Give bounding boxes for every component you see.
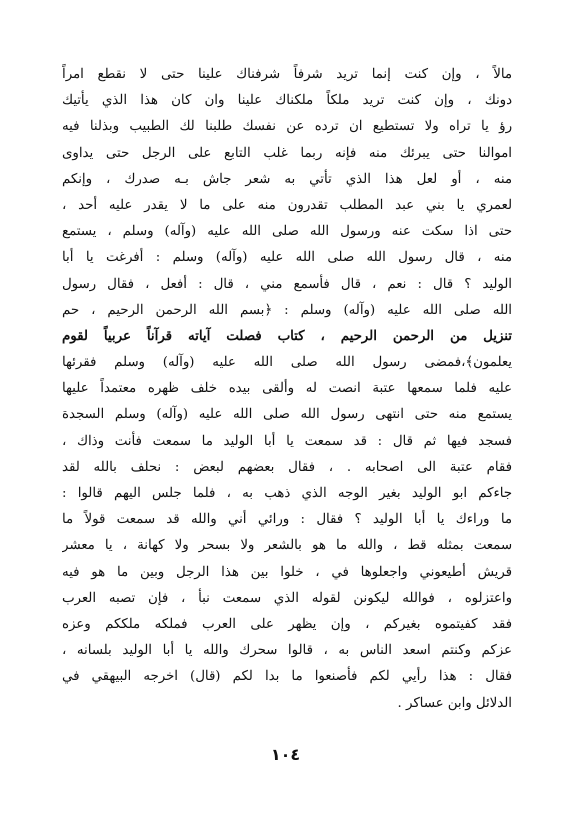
text-line: حتى اذا سكت عنه ورسول الله صلى الله عليه (وآله) وسلم ، يستمع: [62, 224, 512, 240]
text-line: عزكم وكنتم اسعد الناس به ، قالوا سحرك والله يا أبا الوليد بلسانه ،: [62, 643, 512, 659]
body-text: [62, 62, 512, 717]
text-line: يعلمون﴾،فمضى رسول الله صلى الله عليه (وآله) وسلم فقرئها: [62, 355, 512, 371]
text-line: الدلائل وابن عساكر .: [397, 695, 512, 711]
text-line: مالاً ، وإن كنت إنما تريد شرفاً شرفناك علينا حتى لا نقطع امراً: [62, 67, 512, 82]
text-line: جاءكم ابو الوليد بغير الوجه الذي ذهب به ، فلما جلس اليهم قالوا :: [62, 486, 512, 501]
text-line: منه ، قال رسول الله صلى الله عليه (وآله) وسلم : أفرغت يا أبا: [62, 250, 512, 266]
text-line: الوليد ؟ قال : نعم ، قال فأسمع مني ، قال : أفعل ، فقال رسول: [62, 276, 512, 292]
text-line: فقد كفيتموه بغيركم ، وإن يظهر على العرب فملكه ملككم وعزه: [62, 616, 512, 632]
text-line: اموالنا حتى يبرئك منه فإنه ربما غلب التابع على الرجل حتى يداوى: [62, 145, 512, 161]
text-line: فقال : هذا رأيي لكم فأصنعوا ما بدا لكم (قال) اخرجه البيهقي في: [62, 669, 512, 685]
text-line: سمعت بمثله قط ، والله ما هو بالشعر ولا بسحر ولا كهانة ، يا معشر: [62, 538, 512, 554]
text-line: قريش أطيعوني واجعلوها في ، خلوا بين هذا الرجل وبين ما هو فيه: [62, 564, 512, 580]
page-number: ١٠٤: [270, 745, 301, 764]
text-line: منه ، أو لعل هذا الذي تأتي به شعر جاش بـه صدرك ، وإنكم: [62, 171, 512, 187]
text-line: يستمع منه حتى انتهى رسول الله صلى الله عليه (وآله) وسلم السجدة: [62, 407, 512, 423]
text-line: ما وراءك يا أبا الوليد ؟ فقال : ورائي أني والله قد سمعت قولاً ما: [62, 512, 512, 528]
text-line: واعتزلوه ، فوالله ليكونن لقوله الذي سمعت نبأ ، فإن تصبه العرب: [62, 590, 512, 606]
text-line: لعمري يا بني عبد المطلب تقدرون منه على ما لا يقدر عليه أحد ،: [62, 197, 512, 213]
quran-verse-line: تنزيل من الرحمن الرحيم ، كتاب فصلت آياته قرآناً عربياً لقوم: [62, 328, 512, 344]
text-line: فسجد فيها ثم قال : قد سمعت يا أبا الوليد ما سمعت فأنت وذاك ،: [62, 433, 512, 449]
text-line: رؤ يا تراه ولا تستطيع ان ترده عن نفسك طلبنا لك الطبيب وبذلنا فيه: [62, 119, 512, 135]
text-line: عليه فلما سمعها عتبة انصت له وألقى بيده خلف ظهره معتمداً عليها: [62, 381, 512, 397]
text-line: فقام عتبة الى اصحابه . ، فقال بعضهم لبعض : نحلف بالله لقد: [62, 459, 512, 475]
text-line: دونك ، وإن كنت تريد ملكاً ملكناك علينا وان كان هذا الذي يأتيك: [62, 93, 512, 109]
text-line: الله صلى الله عليه (وآله) وسلم : ﴿بسم الله الرحمن الرحيم ، حم: [62, 302, 512, 318]
